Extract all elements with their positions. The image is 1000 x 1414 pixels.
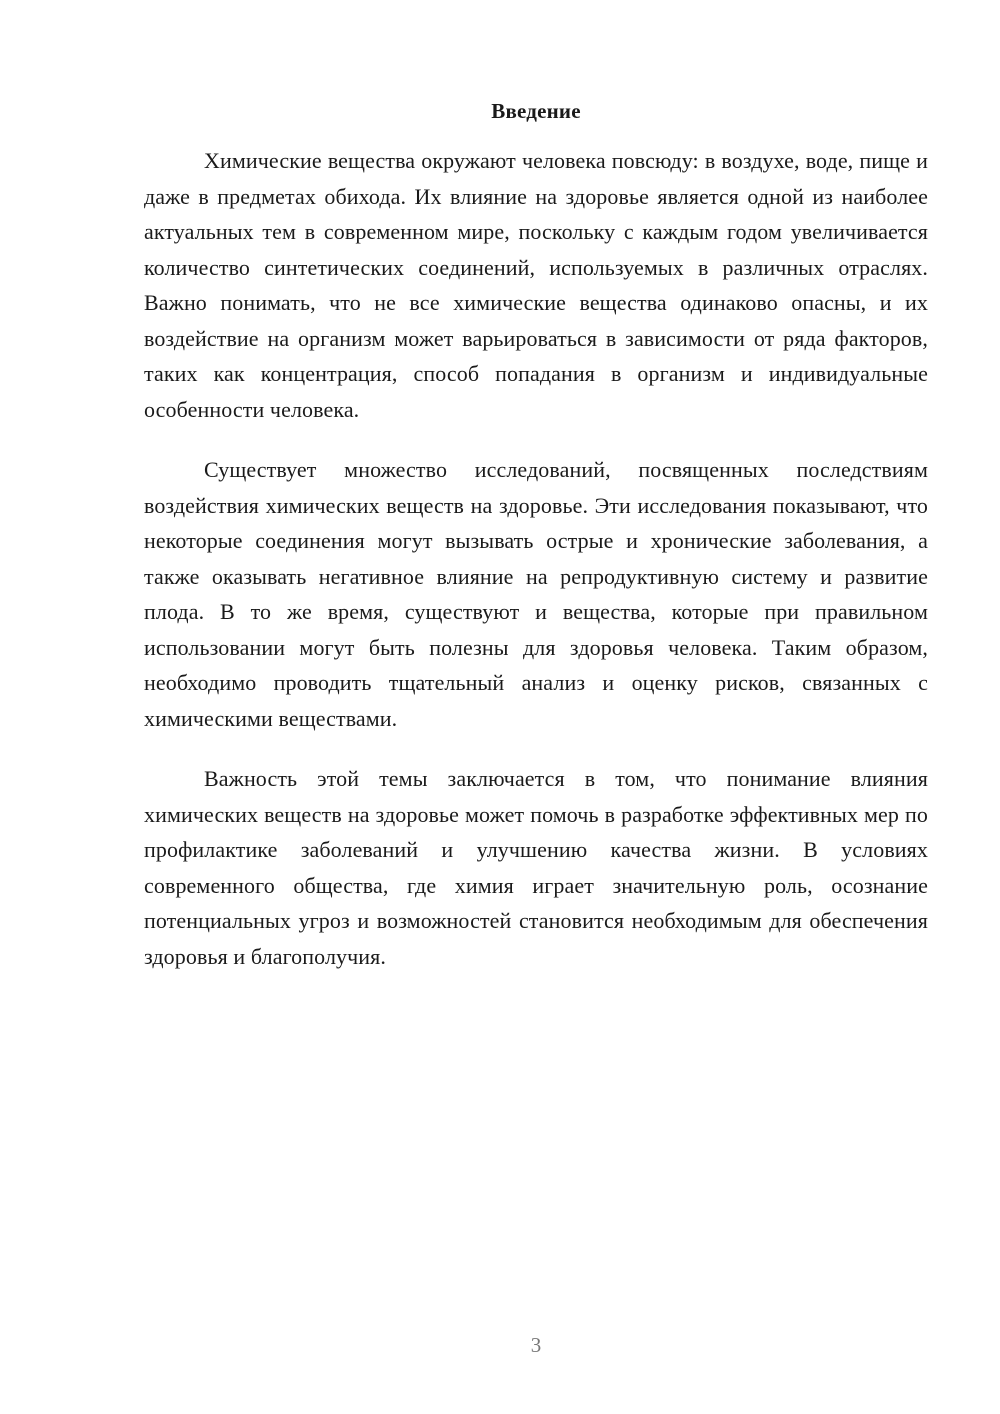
page-content [144, 95, 928, 974]
section-title: Введение [491, 99, 581, 123]
intro-paragraph-3: Важность этой темы заключается в том, что понимание влияния химических веществ на здоровье может помочь в разработке эффективных мер по профилактике заболеваний и улучшению качества жизни. В условиях современного общества, где химия играет значительную роль, осознание потенциальных угроз и возможностей становится необходимым для обеспечения здоровья и благополучия. [144, 766, 928, 969]
page-number: 3 [530, 1333, 542, 1357]
intro-paragraph-1: Химические вещества окружают человека повсюду: в воздухе, воде, пище и даже в предметах обихода. Их влияние на здоровье является одной из наиболее актуальных тем в современном мире, поскольку с каждым годом увеличивается количество синтетических соединений, используемых в различных отраслях. Важно понимать, что не все химические вещества одинаково опасны, и их воздействие на организм может варьироваться в зависимости от ряда факторов, таких как концентрация, способ попадания в организм и индивидуальные особенности человека. [144, 148, 928, 422]
intro-paragraph-2: Существует множество исследований, посвященных последствиям воздействия химических веществ на здоровье. Эти исследования показывают, что некоторые соединения могут вызывать острые и хронические заболевания, а также оказывать негативное влияние на репродуктивную систему и развитие плода. В то же время, существуют и вещества, которые при правильном использовании могут быть полезны для здоровья человека. Таким образом, необходимо проводить тщательный анализ и оценку рисков, связанных с химическими веществами. [144, 457, 928, 731]
